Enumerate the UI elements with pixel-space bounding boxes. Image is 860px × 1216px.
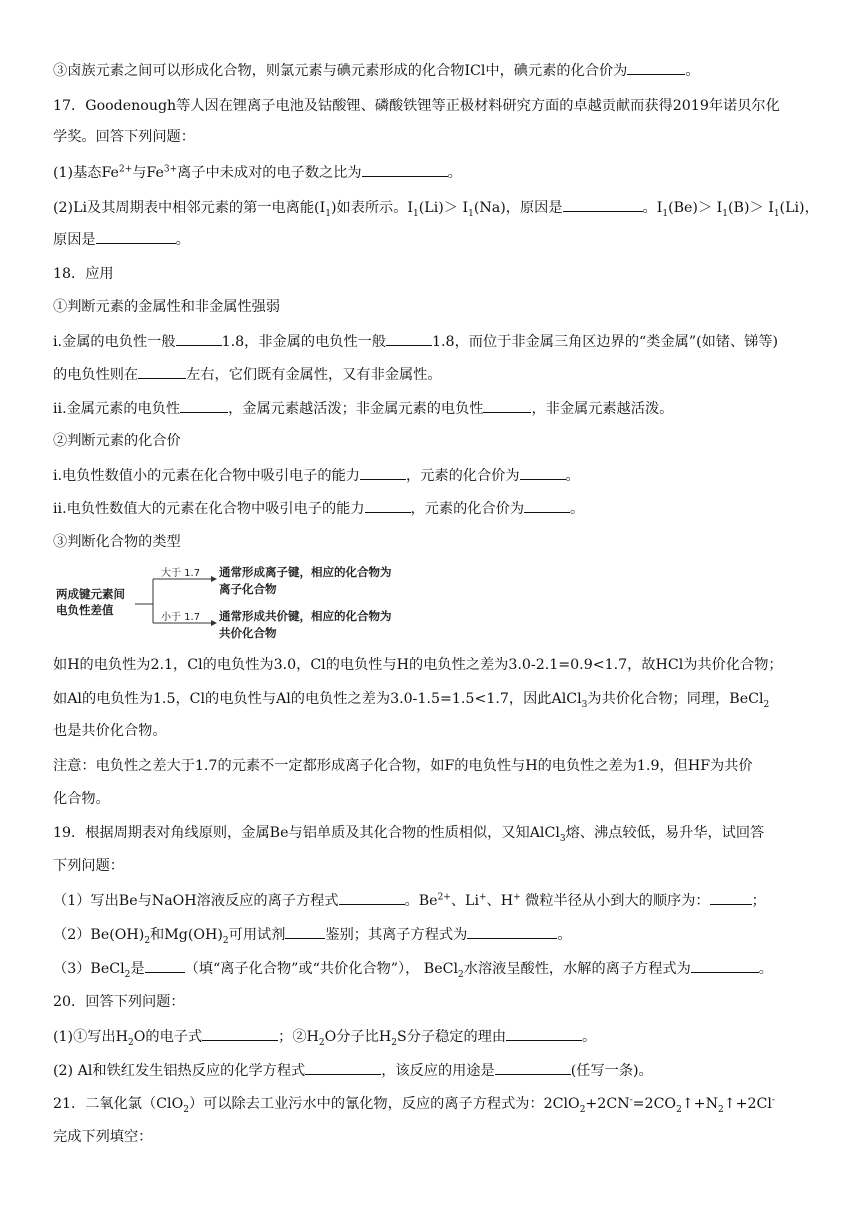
section-heading: ③判断化合物的类型: [53, 534, 181, 550]
answer-blank[interactable]: [467, 924, 557, 939]
electronegativity-diagram: [53, 565, 433, 645]
answer-blank[interactable]: [305, 1060, 381, 1075]
answer-blank[interactable]: [339, 890, 405, 905]
answer-blank[interactable]: [710, 890, 752, 905]
diagram-lower-result: 通常形成共价键，相应的化合物为: [219, 609, 392, 623]
question-19-part-2: $(2)Be(OH)_2$和$Mg(OH)_2$可用试剂 鉴别；其离子方程式为 。: [53, 924, 572, 945]
note-hf-cont: 化合物。: [53, 791, 110, 807]
diagram-left-label: 两成键元素间: [56, 587, 125, 601]
answer-blank[interactable]: [180, 398, 228, 413]
question-21-stem: 21．二氧化氯（ClO$_2$）可以除去工业污水中的氰化物，反应的离子方程式为：$2ClO_2+2CN^-=2CO_2↑+N_2↑+2Cl^-$: [53, 1095, 775, 1115]
question-17-stem: 17．Goodenough等人因在锂离子电池及钴酸锂、磷酸铁锂等正极材料研究方面的卓越贡献而获得2019年诺贝尔化: [53, 98, 780, 114]
example-alcl3: 如Al的电负性为1.5，Cl的电负性与Al的电负性之差为3.0-1.5=1.5<1.7，因此AlCl$_3$为共价化合物；同理，BeCl$_2$: [53, 691, 770, 710]
answer-blank[interactable]: [145, 958, 185, 973]
line-electronegativity-2: ii.金属元素的电负性 ，金属元素越活泼；非金属元素的电负性 ，非金属元素越活泼。: [53, 398, 673, 419]
question-20-part-2: (2) Al和铁红发生铝热反应的化学方程式 ，该反应的用途是 (任写一条)。: [53, 1060, 653, 1081]
answer-blank[interactable]: [520, 465, 566, 480]
answer-blank[interactable]: [285, 924, 325, 939]
answer-blank[interactable]: [365, 498, 411, 513]
answer-blank[interactable]: [176, 331, 222, 346]
example-hcl: 如H的电负性为2.1，Cl的电负性为3.0，Cl的电负性与H的电负性之差为3.0-2.1=0.9<1.7，故HCl为共价化合物；: [53, 657, 783, 673]
question-18-title: 18．应用: [53, 266, 114, 282]
question-20-part-1: (1)①写出$H_2O$的电子式 ；$②H_2O$分子比$H_2S$分子稳定的理由 。: [53, 1026, 596, 1047]
answer-blank[interactable]: [138, 364, 186, 379]
line-valence-2: ii.电负性数值大的元素在化合物中吸引电子的能力 ，元素的化合价为 。: [53, 498, 584, 519]
question-17-stem-cont: 学奖。回答下列问题：: [53, 129, 195, 145]
answer-blank[interactable]: [362, 162, 448, 177]
line-electronegativity-1: i.金属的电负性一般 1.8，非金属的电负性一般 1.8，而位于非金属三角区边界的“类金属”(如锗、锑等): [53, 331, 778, 352]
question-19-part-3: （3）BeCl$_2$是 （填“离子化合物”或“共价化合物”）， BeCl$_2$水溶液呈酸性，水解的离子方程式为 。: [53, 958, 773, 979]
line-electronegativity-1-cont: 的电负性则在 左右，它们既有金属性，又有非金属性。: [53, 364, 442, 385]
diagram-lower-condition: 小于 1.7: [161, 612, 201, 623]
diagram-upper-result: 通常形成离子键，相应的化合物为: [219, 565, 392, 579]
line-valence-1: i.电负性数值小的元素在化合物中吸引电子的能力 ，元素的化合价为 。: [53, 465, 580, 486]
answer-blank[interactable]: [202, 1026, 278, 1041]
diagram-lower-result: 共价化合物: [219, 626, 277, 640]
example-alcl3-cont: 也是共价化合物。: [53, 723, 167, 739]
question-17-part-1: (1)基态$Fe^{2+}$与$Fe^{3+}$离子中未成对的电子数之比为 。: [53, 162, 462, 183]
answer-blank[interactable]: [96, 229, 176, 244]
answer-blank[interactable]: [524, 498, 570, 513]
answer-blank[interactable]: [386, 331, 432, 346]
question-21-instruction: 完成下列填空：: [53, 1129, 153, 1145]
question-19-part-1: （1）写出Be与NaOH溶液反应的离子方程式 。$Be^{2+}$、Li+、H+ 微粒半径从小到大的顺序为： ；: [53, 890, 766, 911]
question-20-title: 20．回答下列问题：: [53, 994, 185, 1010]
answer-blank[interactable]: [360, 465, 406, 480]
answer-blank[interactable]: [506, 1026, 582, 1041]
answer-blank[interactable]: [495, 1060, 571, 1075]
answer-blank[interactable]: [691, 958, 759, 973]
note-hf: 注意：电负性之差大于1.7的元素不一定都形成离子化合物，如F的电负性与H的电负性之差为1.9，但HF为共价: [53, 758, 753, 774]
question-17-part-2: (2)Li及其周期表中相邻元素的第一电离能$(I_1)$如表所示。$I_1(Li)> I_1(Na)$，原因是 。$I_1(Be)> I_1(B)> I_1(Li)$，: [53, 197, 819, 218]
section-heading: ①判断元素的金属性和非金属性强弱: [53, 299, 281, 315]
answer-blank[interactable]: [563, 197, 643, 212]
question-19-stem-cont: 下列问题：: [53, 858, 124, 874]
section-heading: ②判断元素的化合价: [53, 433, 181, 449]
question-17-part-2-cont: 原因是 。: [53, 229, 190, 250]
answer-blank[interactable]: [627, 60, 685, 75]
question-19-stem: 19．根据周期表对角线原则，金属Be与铝单质及其化合物的性质相似，又知AlCl$_3$熔、沸点较低，易升华，试回答: [53, 825, 765, 844]
line-halogen-icl: ③卤族元素之间可以形成化合物，则氯元素与碘元素形成的化合物ICl中，碘元素的化合价为 。: [53, 60, 700, 81]
diagram-upper-result: 离子化合物: [219, 582, 277, 596]
diagram-upper-condition: 大于 1.7: [161, 568, 201, 579]
diagram-left-label: 电负性差值: [56, 603, 114, 617]
answer-blank[interactable]: [483, 398, 531, 413]
